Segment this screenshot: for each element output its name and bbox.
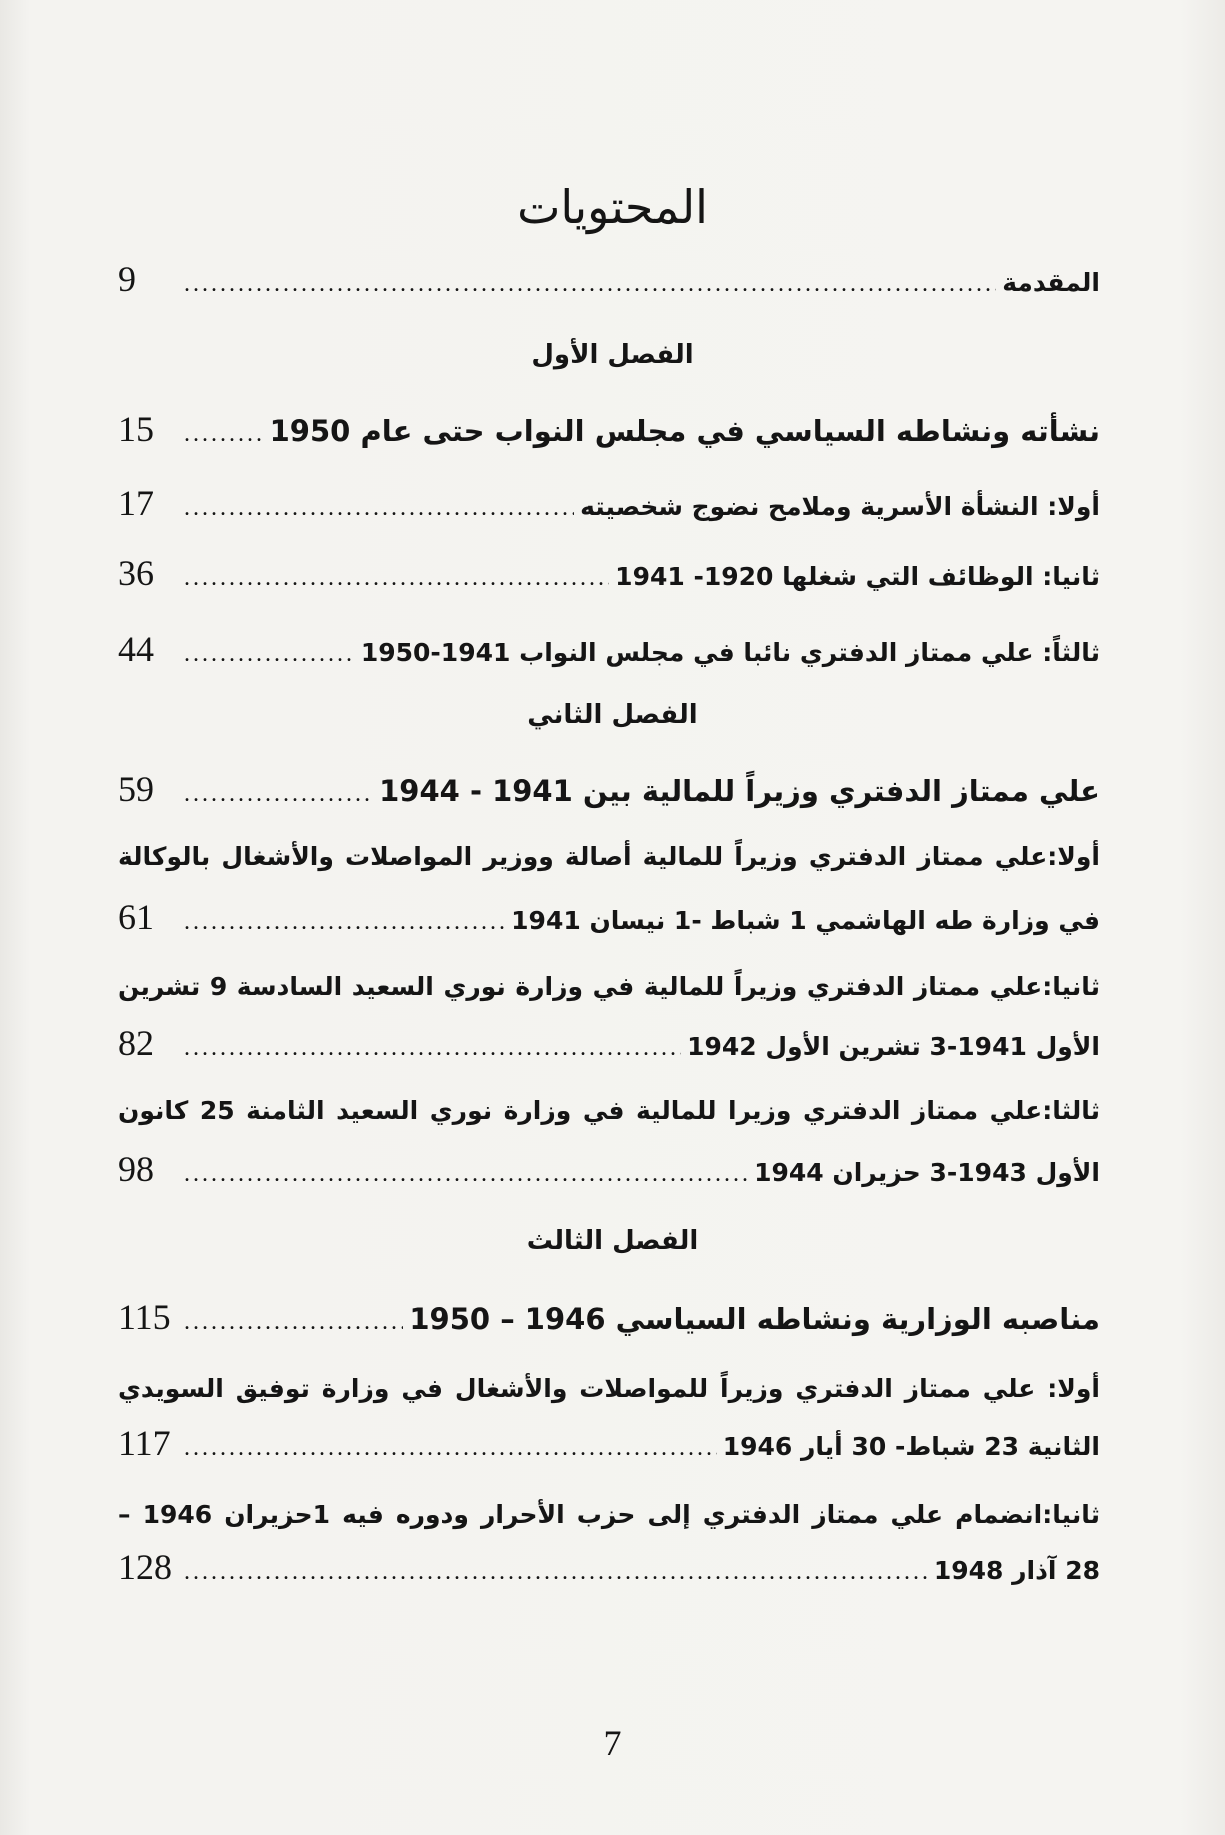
page-ref: 59 [118,769,154,809]
chapter-heading-1: الفصل الأول [531,340,694,370]
entry-title: في وزارة طه الهاشمي 1 شباط -1 نيسان 1941 [511,906,1100,935]
entry-title: الأول 1943-3 حزيران 1944 [754,1158,1100,1187]
entry-title: الأول 1941-3 تشرين الأول 1942 [687,1032,1100,1061]
page-ref: 17 [118,483,154,523]
chapter-heading-2: الفصل الثاني [527,700,698,730]
entry-title: أولا: النشأة الأسرية وملامح نضوج شخصيته [580,492,1100,521]
page-ref: 36 [118,553,154,593]
toc-entry[interactable] [118,1296,1100,1338]
leader-dots [184,1161,748,1188]
page-number: 7 [603,1723,622,1763]
leader-dots [184,1035,681,1062]
page-ref: 82 [118,1023,154,1063]
page-ref: 98 [118,1149,154,1189]
toc-entry[interactable] [118,1148,1100,1190]
leader-dots [184,271,996,298]
toc-entry[interactable] [118,1022,1100,1064]
entry-title: المقدمة [1002,268,1100,297]
entry-first-line: أولا:علي ممتاز الدفتري وزيراً للمالية أصالة ووزير المواصلات والأشغال بالوكالة [118,842,1100,871]
toc-entry[interactable] [118,1422,1100,1464]
leader-dots [184,421,264,448]
entry-title: مناصبه الوزارية ونشاطه السياسي 1946 – 1950 [409,1302,1100,1336]
entry-title: نشأته ونشاطه السياسي في مجلس النواب حتى عام 1950 [269,414,1100,448]
entry-title: ثانيا: الوظائف التي شغلها 1920- 1941 [615,562,1100,591]
toc-entry[interactable] [118,552,1100,594]
leader-dots [184,1309,403,1336]
toc-title: المحتويات [517,180,708,234]
toc-entry[interactable] [118,628,1100,670]
leader-dots [184,495,574,522]
toc-entry[interactable] [118,1546,1100,1588]
toc-entry-introduction[interactable] [118,258,1100,300]
entry-first-line: ثانيا:علي ممتاز الدفتري وزيراً للمالية في وزارة نوري السعيد السادسة 9 تشرين [118,972,1100,1001]
leader-dots [184,909,505,936]
chapter-heading-3: الفصل الثالث [526,1226,699,1256]
entry-first-line: أولا: علي ممتاز الدفتري وزيراً للمواصلات والأشغال في وزارة توفيق السويدي [118,1374,1100,1403]
leader-dots [184,641,355,668]
entry-first-line: ثالثا:علي ممتاز الدفتري وزيرا للمالية في وزارة نوري السعيد الثامنة 25 كانون [118,1096,1101,1125]
page-ref: 117 [118,1423,171,1463]
entry-first-line: ثانيا:انضمام علي ممتاز الدفتري إلى حزب الأحرار ودوره فيه 1حزيران 1946 – [118,1500,1100,1529]
entry-title: علي ممتاز الدفتري وزيراً للمالية بين 1941 - 1944 [379,774,1100,808]
toc-entry[interactable] [118,408,1100,450]
page-ref: 9 [118,259,136,299]
page-ref: 15 [118,409,154,449]
toc-entry[interactable] [118,482,1100,524]
page-ref: 61 [118,897,154,937]
page-ref: 115 [118,1297,171,1337]
entry-title: الثانية 23 شباط- 30 أيار 1946 [722,1432,1100,1461]
entry-title: 28 آذار 1948 [933,1556,1100,1585]
toc-entry[interactable] [118,768,1100,810]
page-ref: 44 [118,629,154,669]
leader-dots [184,1559,928,1586]
entry-title: ثالثاً: علي ممتاز الدفتري نائبا في مجلس النواب 1941-1950 [360,638,1100,667]
toc-entry[interactable] [118,896,1100,938]
leader-dots [184,781,373,808]
page-ref: 128 [118,1547,172,1587]
leader-dots [184,565,609,592]
leader-dots [184,1435,717,1462]
